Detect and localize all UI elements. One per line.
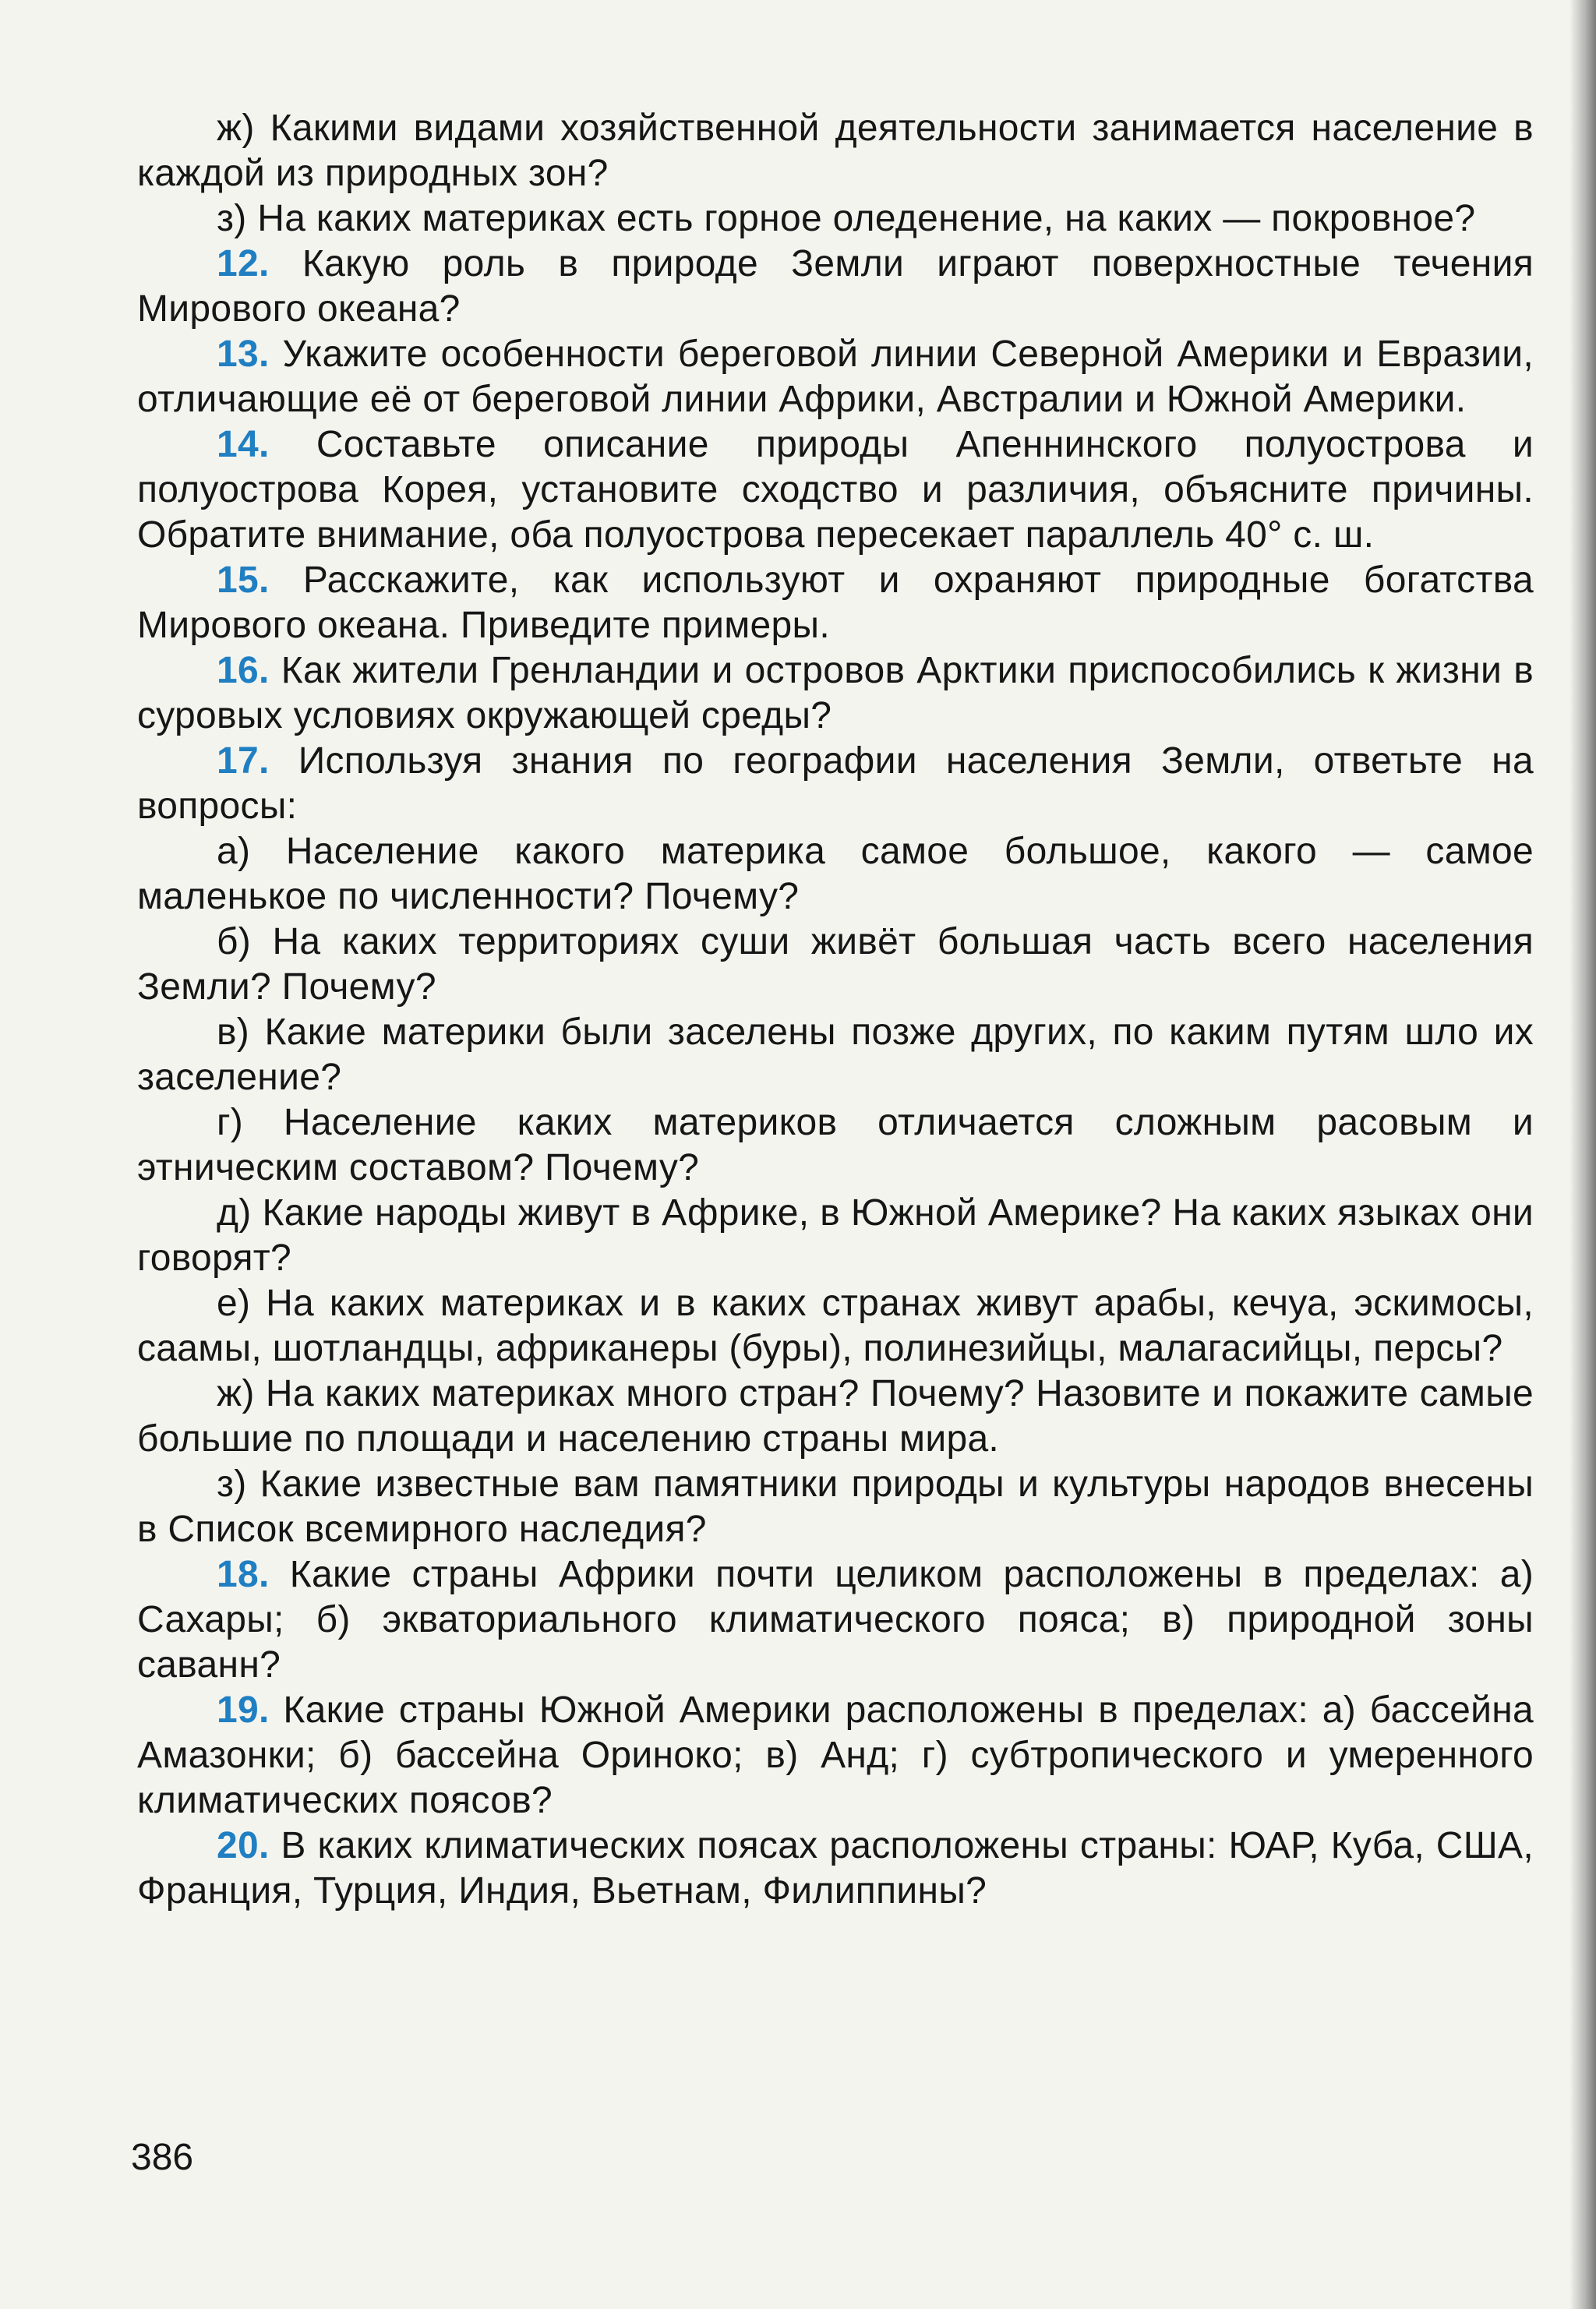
question-number: 13. — [217, 334, 270, 375]
question-text: ж) На каких материках много стран? Почему? Назовите и покажите самые большие по площади и населению страны мира. — [137, 1373, 1534, 1460]
question-item — [137, 1552, 1534, 1688]
question-item — [137, 332, 1534, 422]
question-text: Расскажите, как используют и охраняют природные богатства Мирового океана. Приведите примеры. — [137, 560, 1534, 646]
question-text: а) Население какого материка самое большое, какого — самое маленькое по численности? Почему? — [137, 831, 1534, 917]
question-item — [137, 106, 1534, 196]
question-number: 20. — [217, 1825, 270, 1866]
question-text: Какую роль в природе Земли играют поверхностные течения Мирового океана? — [137, 243, 1534, 330]
question-number: 16. — [217, 650, 270, 691]
question-text: в) Какие материки были заселены позже других, по каким путям шло их заселение? — [137, 1012, 1534, 1098]
question-text: г) Население каких материков отличается сложным расовым и этническим составом? Почему? — [137, 1102, 1534, 1188]
question-number: 15. — [217, 560, 270, 601]
question-item — [137, 1372, 1534, 1462]
question-item — [137, 558, 1534, 648]
page-number: 386 — [131, 2137, 194, 2178]
question-item — [137, 1191, 1534, 1281]
question-text: Составьте описание природы Апеннинского полуострова и полуострова Корея, установите сходство и различия, объясните причины. Обратите внимание, оба полуострова пересекает параллель 40° с. ш. — [137, 424, 1534, 556]
page-edge-shadow — [1570, 0, 1596, 2309]
question-item — [137, 1010, 1534, 1100]
question-number: 17. — [217, 740, 270, 782]
question-text: Какие страны Африки почти целиком расположены в пределах: а) Сахары; б) экваториального климатического пояса; в) природной зоны саванн? — [137, 1554, 1534, 1686]
question-text: д) Какие народы живут в Африке, в Южной Америке? На каких языках они говорят? — [137, 1192, 1534, 1279]
question-item — [137, 648, 1534, 739]
question-item — [137, 1100, 1534, 1191]
question-text: з) На каких материках есть горное оледенение, на каких — покровное? — [217, 198, 1476, 239]
question-item — [137, 739, 1534, 829]
question-number: 19. — [217, 1689, 270, 1731]
question-item — [137, 829, 1534, 920]
question-number: 18. — [217, 1554, 270, 1595]
question-item — [137, 1688, 1534, 1824]
question-number: 14. — [217, 424, 270, 465]
question-text: з) Какие известные вам памятники природы и культуры народов внесены в Список всемирного наследия? — [137, 1463, 1534, 1550]
question-item — [137, 242, 1534, 332]
question-text: В каких климатических поясах расположены страны: ЮАР, Куба, США, Франция, Турция, Индия, Вьетнам, Филиппины? — [137, 1825, 1534, 1912]
question-item — [137, 422, 1534, 558]
question-text: е) На каких материках и в каких странах живут арабы, кечуа, эскимосы, саамы, шотландцы, африканеры (буры), полинезийцы, малагасийцы, персы? — [137, 1283, 1534, 1369]
question-item — [137, 196, 1534, 242]
questions-block — [137, 106, 1534, 1914]
question-number: 12. — [217, 243, 270, 284]
question-text: б) На каких территориях суши живёт большая часть всего населения Земли? Почему? — [137, 921, 1534, 1008]
question-text: Какие страны Южной Америки расположены в пределах: а) бассейна Амазонки; б) бассейна Ориноко; в) Анд; г) субтропического и умеренного климатических поясов? — [137, 1689, 1534, 1821]
question-item — [137, 1462, 1534, 1552]
question-item — [137, 920, 1534, 1010]
question-item — [137, 1281, 1534, 1372]
question-item — [137, 1824, 1534, 1914]
question-text: Укажите особенности береговой линии Северной Америки и Евразии, отличающие её от береговой линии Африки, Австралии и Южной Америки. — [137, 334, 1534, 420]
question-text: ж) Какими видами хозяйственной деятельности занимается население в каждой из природных зон? — [137, 108, 1534, 194]
question-text: Используя знания по географии населения Земли, ответьте на вопросы: — [137, 740, 1534, 827]
question-text: Как жители Гренландии и островов Арктики приспособились к жизни в суровых условиях окружающей среды? — [137, 650, 1534, 736]
